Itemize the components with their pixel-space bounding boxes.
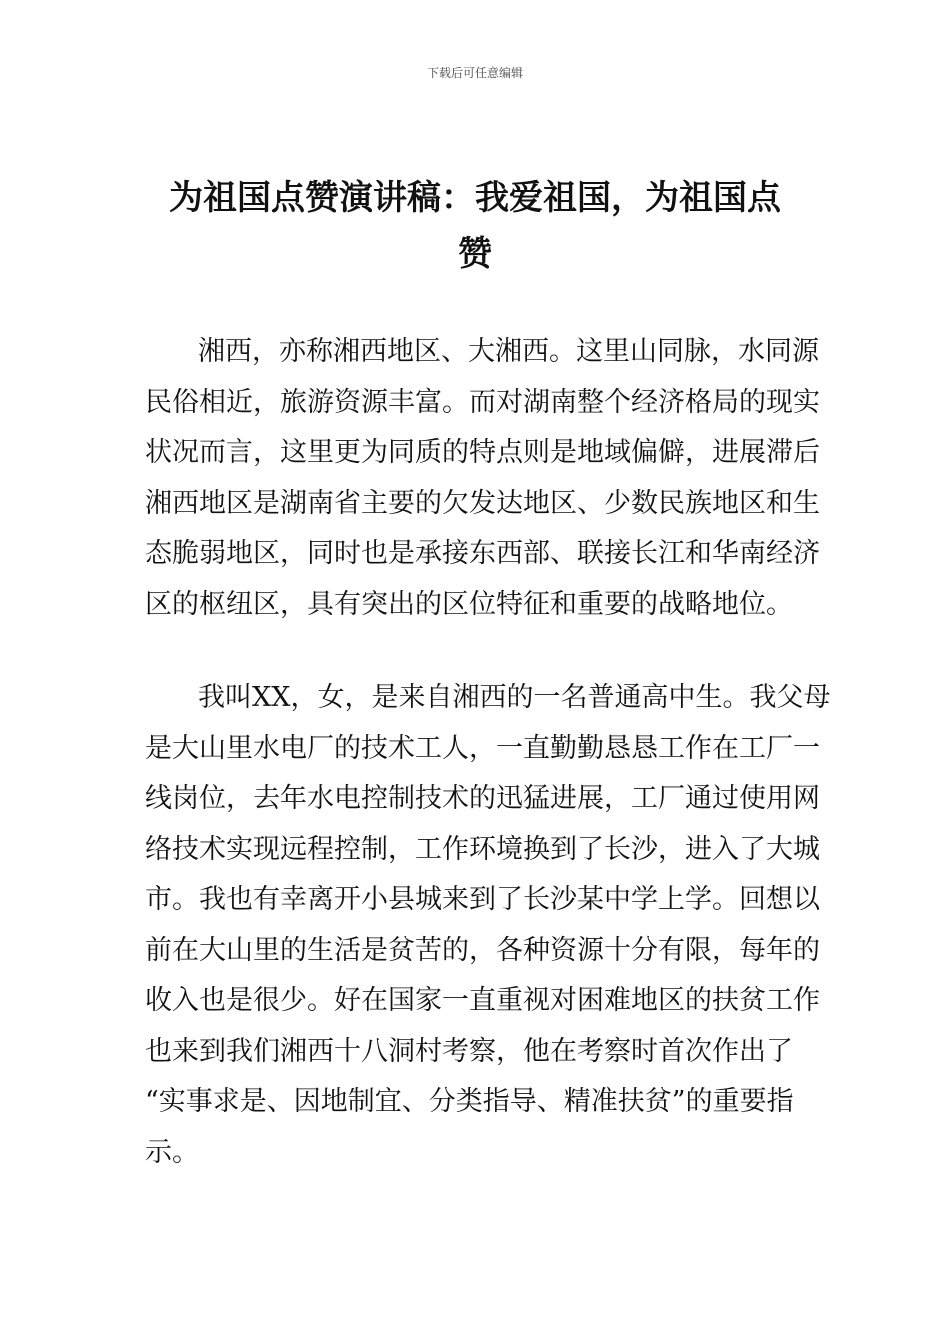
paragraph-line: 示。 [145, 1136, 199, 1168]
paragraph-line: 前在大山里的生活是贫苦的，各种资源十分有限，每年的 [145, 934, 820, 966]
paragraph-line: 市。我也有幸离开小县城来到了长沙某中学上学。回想以 [145, 884, 820, 915]
paragraph-line: 湘西，亦称湘西地区、大湘西。这里山同脉，水同源 [198, 336, 819, 367]
title-line-1: 为祖国点赞演讲稿：我爱祖国，为祖国点 [169, 178, 781, 218]
paragraph-line: 是大山里水电厂的技术工人，一直勤勤恳恳工作在工厂一 [145, 732, 820, 764]
paragraph-2 [145, 673, 831, 1178]
page-header-note: 下载后可任意编辑 [426, 66, 523, 80]
title-line-2: 赞 [458, 234, 492, 274]
paragraph-line: 也来到我们湘西十八洞村考察，他在考察时首次作出了 [145, 1035, 793, 1067]
paragraph-line: 我叫XX，女，是来自湘西的一名普通高中生。我父母 [198, 682, 831, 713]
paragraph-1 [145, 327, 820, 630]
paragraph-line: 状况而言，这里更为同质的特点则是地域偏僻，进展滞后 [145, 437, 820, 468]
paragraph-line: “实事求是、因地制宜、分类指导、精准扶贫”的重要指 [145, 1086, 794, 1117]
paragraph-line: 线岗位，去年水电控制技术的迅猛进展，工厂通过使用网 [145, 783, 820, 814]
paragraph-line: 湘西地区是湖南省主要的欠发达地区、少数民族地区和生 [145, 487, 820, 519]
paragraph-line: 态脆弱地区，同时也是承接东西部、联接长江和华南经济 [145, 538, 820, 569]
paragraph-line: 民俗相近，旅游资源丰富。而对湖南整个经济格局的现实 [145, 386, 820, 418]
paragraph-line: 络技术实现远程控制，工作环境换到了长沙，进入了大城 [145, 833, 820, 865]
paragraph-line: 区的枢纽区，具有突出的区位特征和重要的战略地位。 [145, 588, 793, 620]
document-title [150, 170, 800, 282]
paragraph-line: 收入也是很少。好在国家一直重视对困难地区的扶贫工作 [145, 985, 820, 1016]
